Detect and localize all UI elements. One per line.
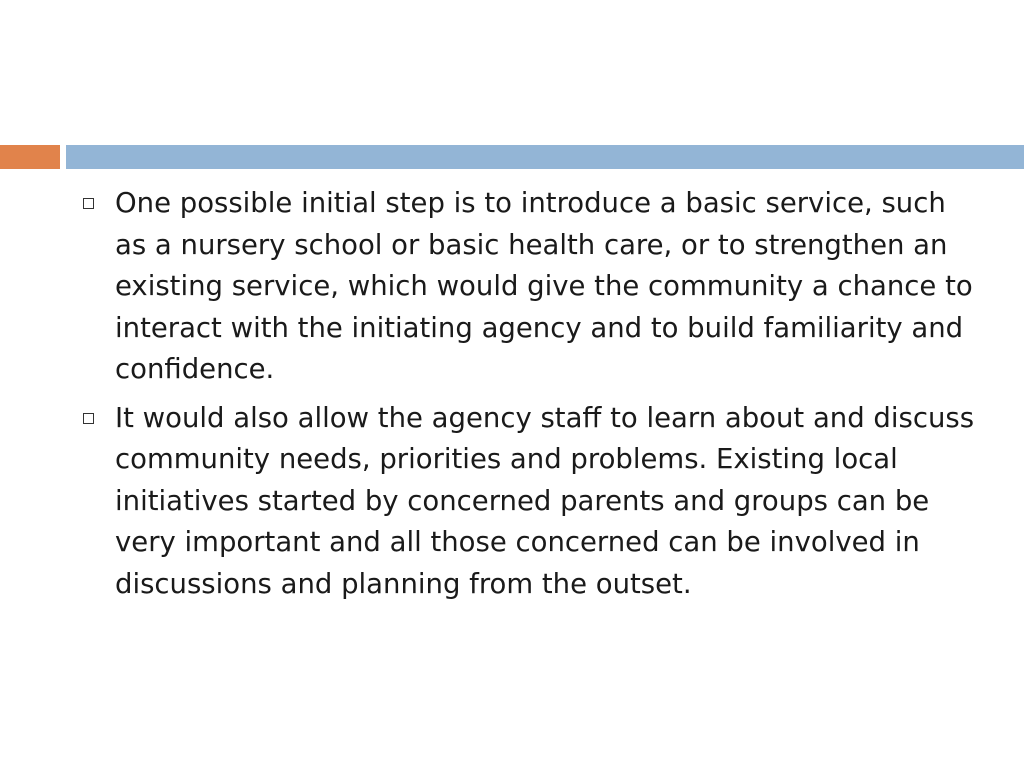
- bullet-list: [80, 183, 980, 612]
- bullet-text-2: It would also allow the agency staff to learn about and discuss community needs, priorities and problems. Existing local initiatives started by concerned parents and groups can be very important and all those concerned can be involved in discussions and planning from the outset.: [115, 401, 975, 600]
- hollow-square-icon: [83, 198, 94, 209]
- hollow-square-icon: [83, 413, 94, 424]
- bullet-item-2: [80, 398, 980, 606]
- bullet-text-1: One possible initial step is to introduce a basic service, such as a nursery school or basic health care, or to strengthen an existing service, which would give the community a chance to interact with the initiating agency and to build familiarity and confidence.: [115, 187, 973, 385]
- bullet-item-1: [80, 183, 980, 391]
- accent-bar-orange: [0, 145, 60, 169]
- accent-bar-blue: [66, 145, 1024, 169]
